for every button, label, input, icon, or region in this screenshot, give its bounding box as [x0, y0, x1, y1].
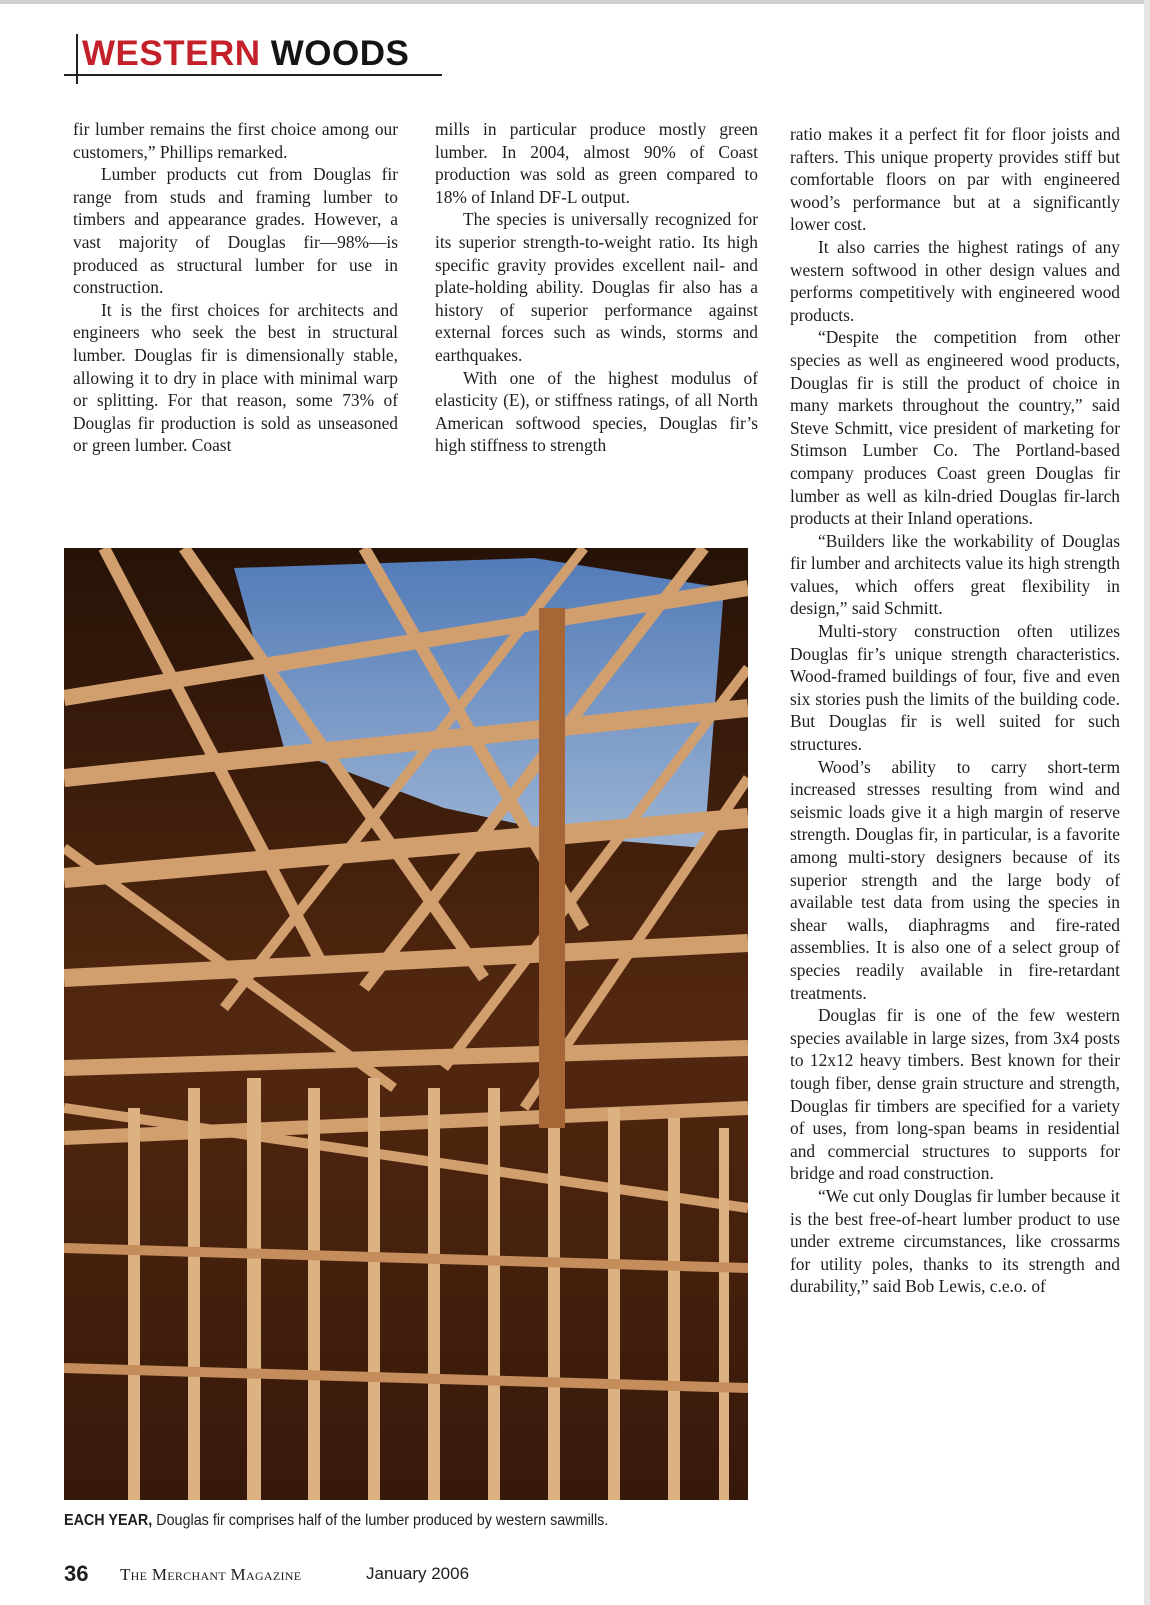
magazine-name: The Merchant Magazine — [120, 1565, 302, 1584]
section-header-rule — [76, 34, 78, 84]
caption-text: Douglas fir comprises half of the lumber produced by western sawmills. — [152, 1512, 609, 1529]
article-column-1 — [73, 118, 398, 457]
paragraph: Douglas fir is one of the few western species available in large sizes, from 3x4 posts to 12x12 heavy timbers. Best known for their tough fiber, dense grain structure and strength, Douglas fir timbers are specified for a variety of uses, from long-span beams in residential and commercial structures to supports for bridge and road construction. — [790, 1005, 1120, 1184]
caption-lead: EACH YEAR, — [64, 1512, 153, 1529]
article-column-2 — [435, 118, 758, 457]
paragraph: Multi-story construction often utilizes Douglas fir’s unique strength characteristics. Wood-framed buildings of four, five and even six stories push the limits of the building code. But Douglas fir is well suited for such structures. — [790, 621, 1120, 755]
paragraph: ratio makes it a perfect fit for floor joists and rafters. This unique property provides stiff but comfortable floors on par with engineered wood’s performance but at a significantly lower cost. — [790, 124, 1120, 235]
paragraph: “We cut only Douglas fir lumber because it is the best free-of-heart lumber product to use under extreme circumstances, like crossarms for utility poles, thanks to its strength and durability,” said Bob Lewis, c.e.o. of — [790, 1185, 1120, 1297]
wood-framing-illustration — [64, 548, 748, 1500]
section-title-woods: WOODS — [270, 34, 410, 73]
page-number: 36 — [64, 1561, 89, 1586]
paragraph: It also carries the highest ratings of any western softwood in other design values and performs competitively with engineered wood products. — [790, 236, 1120, 325]
section-header — [64, 32, 442, 76]
paragraph: “Despite the competition from other species as well as engineered wood products, Douglas fir is still the product of choice in many markets throughout the country,” said Steve Schmitt, vice president of marketing for Stimson Lumber Co. The Portland-based company produces Coast green Douglas fir lumber as well as kiln-dried Douglas fir-larch products at their Inland operations. — [790, 327, 1120, 529]
paragraph: fir lumber remains the first choice among our customers,” Phillips remarked. — [73, 119, 398, 162]
paragraph: mills in particular produce mostly green lumber. In 2004, almost 90% of Coast production was sold as green compared to 18% of Inland DF-L output. — [435, 119, 758, 207]
issue-date: January 2006 — [366, 1564, 470, 1583]
paragraph: It is the first choices for architects and engineers who seek the best in structural lumber. Douglas fir is dimensionally stable, allowing it to dry in place with minimal warp or splitting. For that reason, some 73% of Douglas fir production is sold as unseasoned or green lumber. Coast — [73, 299, 398, 456]
article-column-3 — [790, 123, 1120, 1298]
page-top-edge — [0, 0, 1150, 4]
photo-wood-framing — [64, 548, 748, 1500]
section-title — [82, 34, 409, 74]
page-right-edge — [1144, 0, 1150, 1605]
paragraph: Lumber products cut from Douglas fir range from studs and framing lumber to timbers and appearance grades. However, a vast majority of Douglas fir—98%—is produced as structural lumber for use in construction. — [73, 164, 398, 298]
section-title-western: WESTERN — [82, 34, 261, 73]
paragraph: With one of the highest modulus of elasticity (E), or stiffness ratings, of all North American softwood species, Douglas fir’s high stiffness to strength — [435, 367, 758, 456]
paragraph: “Builders like the workability of Douglas fir lumber and architects value its high strength values, which offers great flexibility in design,” said Schmitt. — [790, 530, 1120, 619]
paragraph: Wood’s ability to carry short-term increased stresses resulting from wind and seismic loads give it a high margin of reserve strength. Douglas fir, in particular, is a favorite among multi-story designers because of its superior strength and the large body of available test data from using the species in shear walls, diaphragms and fire-rated assemblies. It is also one of a select group of species readily available in fire-retardant treatments. — [790, 756, 1120, 1003]
photo-caption — [64, 1511, 699, 1531]
paragraph: The species is universally recognized for its superior strength-to-weight ratio. Its high specific gravity provides excellent nail- and plate-holding ability. Douglas fir also has a history of superior performance against external forces such as winds, storms and earthquakes. — [435, 209, 758, 365]
